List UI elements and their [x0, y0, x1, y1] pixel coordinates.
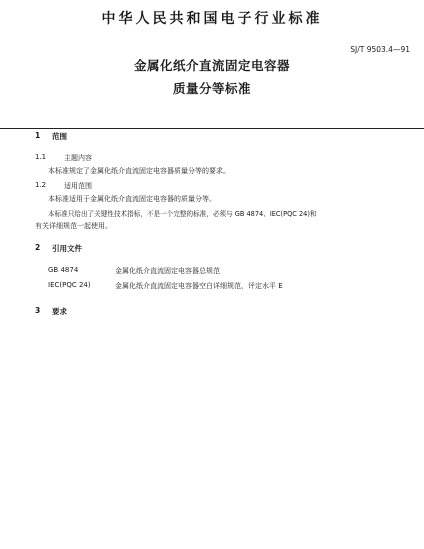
section-1-2-text2b: 有关详细规范一起使用。: [35, 222, 112, 230]
section-1-2-heading: 适用范围: [64, 182, 92, 190]
section-1-1-text: 本标准规定了金属化纸介直流固定电容器质量分等的要求。: [48, 167, 230, 175]
section-1-1-heading: 主题内容: [64, 154, 92, 162]
section-1-heading: 范围: [52, 132, 67, 141]
title-divider: [0, 128, 424, 129]
document-title-line1: 金属化纸介直流固定电容器: [133, 58, 290, 73]
section-3-number: 3: [35, 306, 41, 315]
section-2-number: 2: [35, 243, 41, 252]
section-1-2-text2a: 本标准只给出了关键性技术指标，不是一个完整的标准，必须与 GB 4874、IEC(PQC 24)和: [48, 210, 317, 218]
document-title-line2: 质量分等标准: [172, 81, 251, 96]
section-1-number: 1: [35, 131, 41, 140]
reference-code: IEC(PQC 24): [48, 281, 91, 289]
section-3-heading: 要求: [52, 307, 67, 316]
reference-name: 金属化纸介直流固定电容器总规范: [115, 267, 220, 275]
section-2-heading: 引用文件: [52, 244, 82, 253]
reference-name: 金属化纸介直流固定电容器空白详细规范，评定水平 E: [115, 282, 283, 290]
section-1-1-number: 1.1: [35, 153, 47, 161]
standard-code: SJ/T 9503.4—91: [350, 45, 410, 54]
standard-category-header: 中华人民共和国电子行业标准: [101, 11, 323, 27]
section-1-2-text1: 本标准适用于金属化纸介直流固定电容器的质量分等。: [48, 195, 216, 203]
section-1-2-number: 1.2: [35, 181, 47, 189]
reference-code: GB 4874: [48, 266, 79, 274]
